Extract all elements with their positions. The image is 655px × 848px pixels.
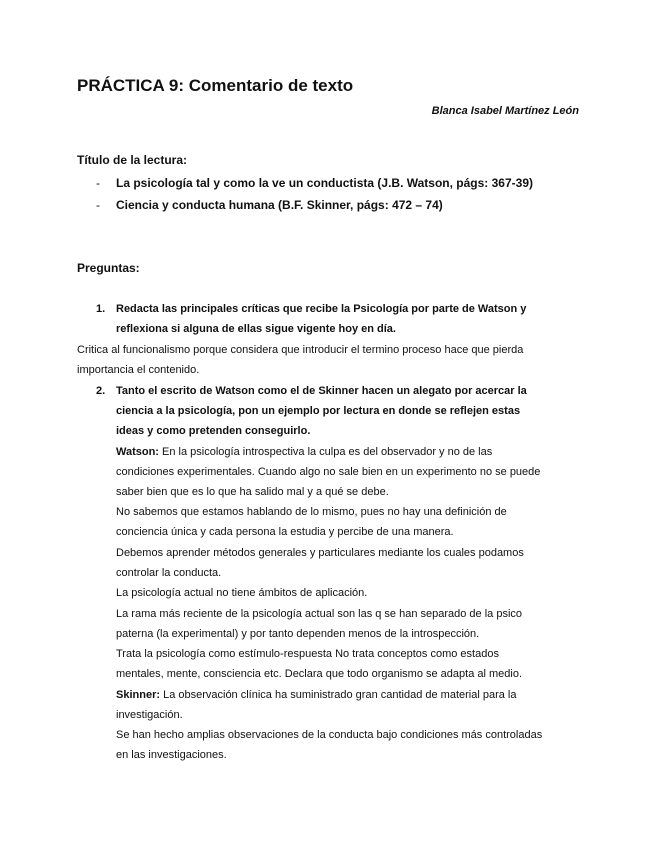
answer-2-line-6: Debemos aprender métodos generales y particulares mediante los cuales podamos	[116, 547, 524, 559]
document-title: PRÁCTICA 9: Comentario de texto	[77, 76, 354, 95]
watson-label: Watson:	[116, 446, 159, 458]
question-2-line-1: Tanto el escrito de Watson como el de Skinner hacen un alegato por acercar la	[116, 385, 527, 397]
question-2-line-2: ciencia a la psicología, pon un ejemplo por lectura en donde se reflejen estas	[116, 405, 521, 417]
answer-2-line-9: La rama más reciente de la psicología actual son las q se han separado de la psico	[116, 608, 523, 620]
answer-2-line-7: controlar la conducta.	[116, 567, 222, 579]
skinner-label: Skinner:	[116, 689, 161, 701]
answer-2-line-13	[116, 689, 517, 701]
reading-heading: Título de la lectura:	[77, 153, 188, 167]
question-2-number: 2.	[96, 385, 106, 397]
answer-2-line-5: conciencia única y cada persona la estudia y percibe de una manera.	[116, 526, 454, 538]
answer-2-line-2: condiciones experimentales. Cuando algo no sale bien en un experimento no se puede	[116, 466, 541, 478]
answer-2-line-1	[116, 446, 492, 458]
answer-2-line-11: Trata la psicología como estímulo-respuesta No trata conceptos como estados	[116, 648, 499, 660]
question-1-number: 1.	[96, 303, 106, 315]
questions-heading: Preguntas:	[77, 261, 140, 275]
answer-2-line-3: saber bien que es lo que ha salido mal y a qué se debe.	[116, 486, 389, 498]
answer-2-line-4: No sabemos que estamos hablando de lo mismo, pues no hay una definición de	[116, 506, 507, 518]
reading-item-1: La psicología tal y como la ve un conductista (J.B. Watson, págs: 367-39)	[116, 176, 533, 190]
skinner-text: La observación clínica ha suministrado gran cantidad de material para la	[160, 689, 517, 701]
reading-dash-1: -	[96, 176, 100, 190]
question-2-line-3: ideas y como pretenden conseguirlo.	[116, 425, 311, 437]
answer-2-line-15: Se han hecho amplias observaciones de la conducta bajo condiciones más controladas	[116, 729, 543, 741]
watson-text: En la psicología introspectiva la culpa es del observador y no de las	[158, 446, 493, 458]
answer-2-line-16: en las investigaciones.	[116, 749, 227, 761]
answer-2-line-12: mentales, mente, consciencia etc. Declara que todo organismo se adapta al medio.	[116, 668, 523, 680]
reading-dash-2: -	[96, 198, 100, 212]
author-name: Blanca Isabel Martínez León	[431, 105, 579, 117]
answer-1-line-2: importancia el contenido.	[77, 364, 200, 376]
answer-2-line-10: paterna (la experimental) y por tanto dependen menos de la introspección.	[116, 628, 480, 640]
answer-2-line-14: investigación.	[116, 709, 183, 721]
answer-1-line-1: Critica al funcionalismo porque considera que introducir el termino proceso hace que pierda	[77, 344, 524, 356]
answer-2-line-8: La psicología actual no tiene ámbitos de aplicación.	[116, 587, 368, 599]
reading-item-2: Ciencia y conducta humana (B.F. Skinner, págs: 472 – 74)	[116, 198, 443, 212]
question-1-line-1: Redacta las principales críticas que recibe la Psicología por parte de Watson y	[116, 303, 527, 315]
question-1-line-2: reflexiona si alguna de ellas sigue vigente hoy en día.	[116, 323, 396, 335]
